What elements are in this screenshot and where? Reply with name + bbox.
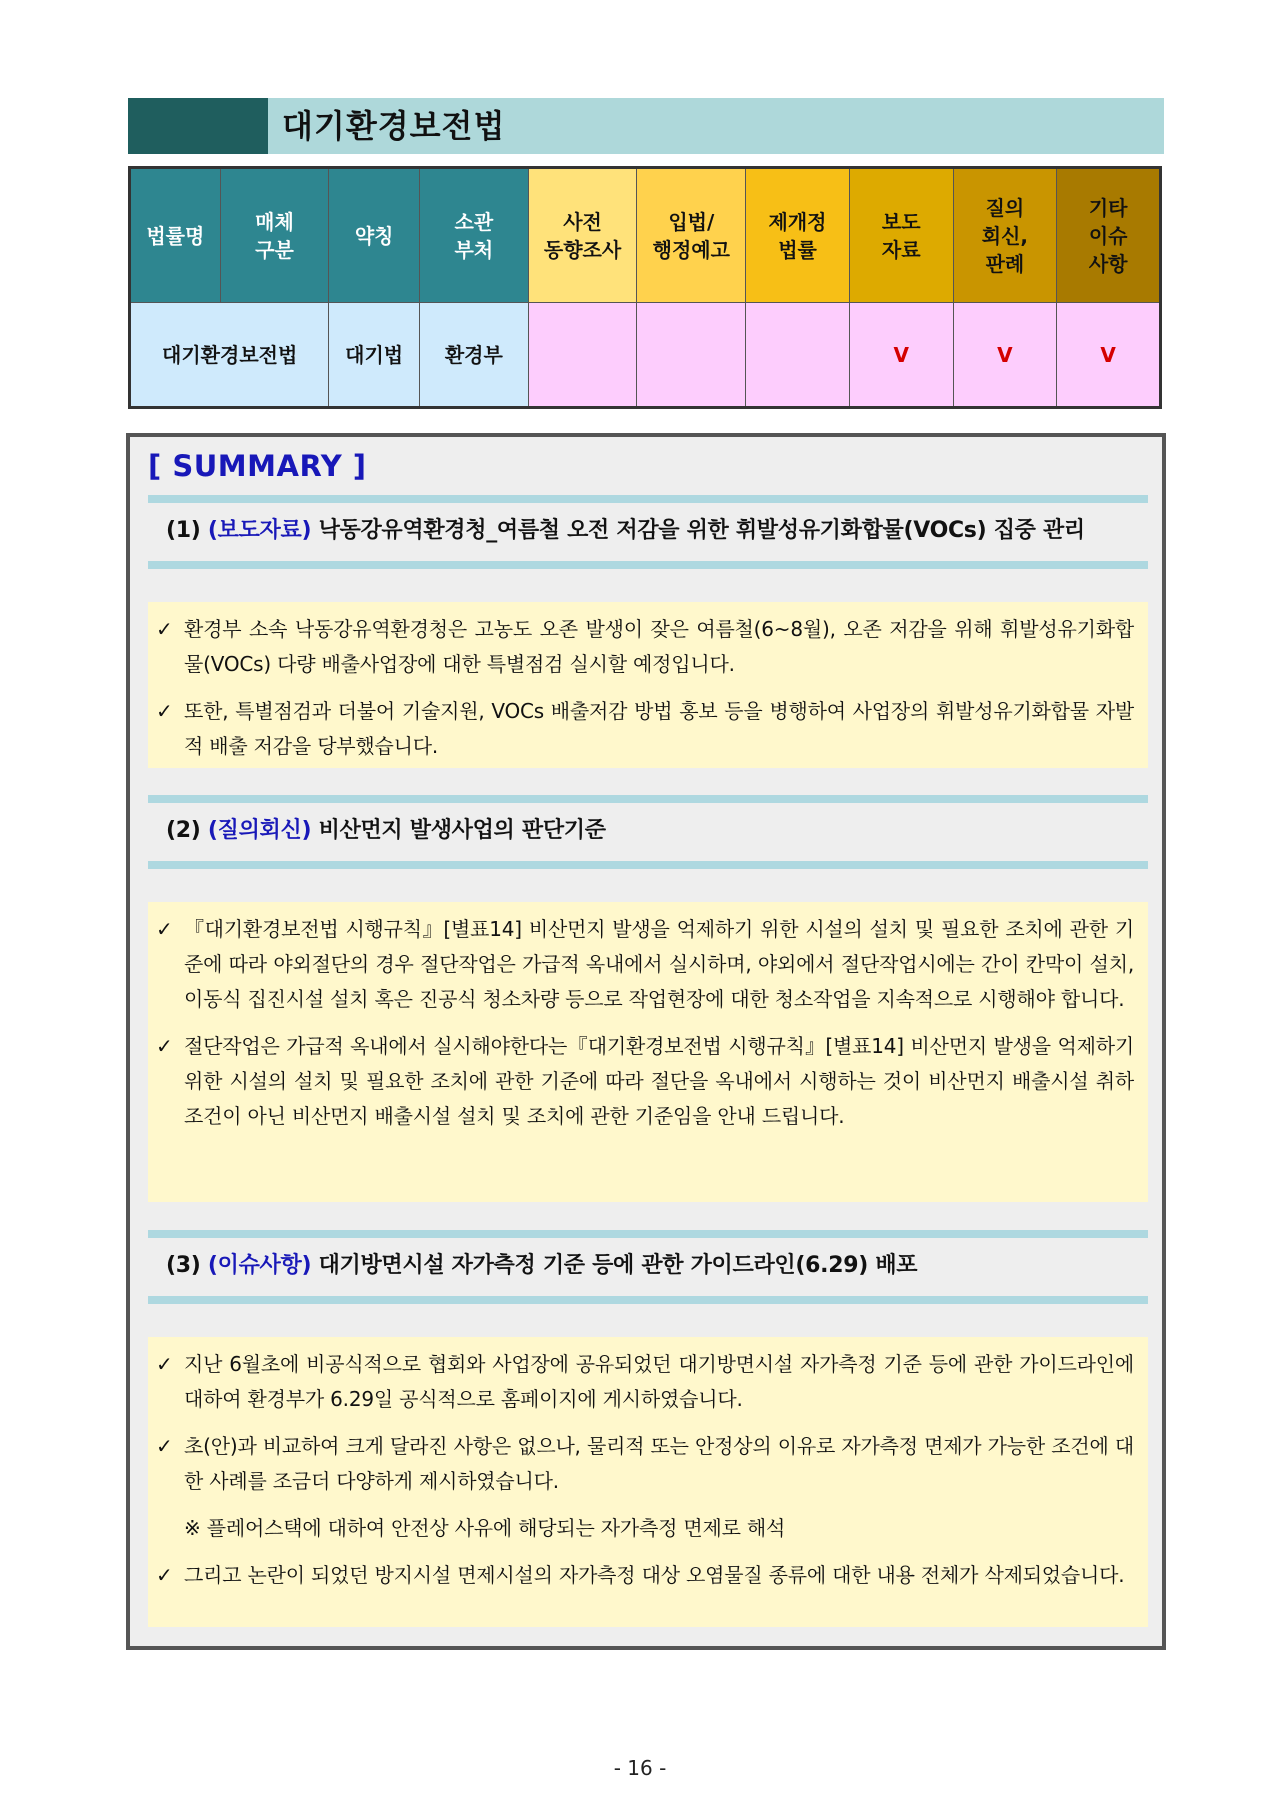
header-cell: 질의 회신, 판례 xyxy=(953,168,1057,303)
abbrev-cell: 대기법 xyxy=(329,303,420,408)
other-issue-check-mark: V xyxy=(1057,303,1161,408)
header-cell: 약칭 xyxy=(329,168,420,303)
list-item: ✓ 절단작업은 가급적 옥내에서 실시해야한다는『대기환경보전법 시행규칙』[별표14] 비산먼지 발생을 억제하기 위한 시설의 설치 및 필요한 조치에 관한 기준에 따라 절단을 옥내에서 시행하는 것이 비산먼지 배출시설 취하 조건이 아닌 비산먼지 배출시설 설치 및 조치에 관한 기준임을 안내 드립니다. xyxy=(184,1029,1134,1134)
title-accent-block xyxy=(128,98,268,154)
list-item: ✓ 환경부 소속 낙동강유역환경청은 고농도 오존 발생이 잦은 여름철(6~8월), 오존 저감을 위해 휘발성유기화합물(VOCs) 다량 배출사업장에 대한 특별점검 실시할 예정입니다. xyxy=(184,612,1134,682)
header-cell: 사전 동향조사 xyxy=(528,168,637,303)
section-heading-3: (3) (이슈사항) 대기방면시설 자가측정 기준 등에 관한 가이드라인(6.29) 배포 xyxy=(166,1253,918,1278)
section-rule xyxy=(148,561,1148,569)
header-cell: 보도 자료 xyxy=(849,168,953,303)
section-rule xyxy=(148,495,1148,503)
section-rule xyxy=(148,795,1148,803)
page-number: - 16 - xyxy=(613,1756,667,1780)
press-check-mark: V xyxy=(849,303,953,408)
section-body-1 xyxy=(148,602,1148,768)
table-header-row xyxy=(130,168,1161,303)
list-item: ✓ 지난 6월초에 비공식적으로 협회와 사업장에 공유되었던 대기방면시설 자가측정 기준 등에 관한 가이드라인에 대하여 환경부가 6.29일 공식적으로 홈페이지에 게시하였습니다. xyxy=(184,1347,1134,1417)
list-item: ✓ 초(안)과 비교하여 크게 달라진 사항은 없으나, 물리적 또는 안정상의 이유로 자가측정 면제가 가능한 조건에 대한 사례를 조금더 다양하게 제시하였습니다. xyxy=(184,1429,1134,1499)
page-title-bar xyxy=(128,98,1164,154)
section-heading-2: (2) (질의회신) 비산먼지 발생사업의 판단기준 xyxy=(166,818,606,843)
header-cell: 제개정 법률 xyxy=(746,168,850,303)
header-cell: 입법/ 행정예고 xyxy=(637,168,746,303)
law-table xyxy=(128,166,1162,409)
table-row xyxy=(130,303,1161,408)
list-item: ✓ 그리고 논란이 되었던 방지시설 면제시설의 자가측정 대상 오염물질 종류에 대한 내용 전체가 삭제되었습니다. xyxy=(184,1558,1134,1593)
amendment-cell xyxy=(746,303,850,408)
note-item: ※ 플레어스택에 대하여 안전상 사유에 해당되는 자가측정 면제로 해석 xyxy=(184,1516,786,1540)
section-heading-1: (1) (보도자료) 낙동강유역환경청_여름철 오전 저감을 위한 휘발성유기화합물(VOCs) 집중 관리 xyxy=(166,518,1085,543)
list-item: ✓ 또한, 특별점검과 더불어 기술지원, VOCs 배출저감 방법 홍보 등을 병행하여 사업장의 휘발성유기화합물 자발적 배출 저감을 당부했습니다. xyxy=(184,694,1134,764)
summary-title: [ SUMMARY ] xyxy=(148,449,367,483)
law-name-cell: 대기환경보전법 xyxy=(130,303,329,408)
list-item: ✓ 『대기환경보전법 시행규칙』[별표14] 비산먼지 발생을 억제하기 위한 시설의 설치 및 필요한 조치에 관한 기준에 따라 야외절단의 경우 절단작업은 가급적 옥내에서 실시하며, 야외에서 절단작업시에는 간이 칸막이 설치, 이동식 집진시설 설치 혹은 진공식 청소차량 등으로 작업현장에 대한 청소작업을 지속적으로 시행해야 합니다. xyxy=(184,912,1134,1017)
section-rule xyxy=(148,861,1148,869)
page-title: 대기환경보전법 xyxy=(268,98,1164,154)
header-cell: 소관 부처 xyxy=(419,168,528,303)
prior-survey-cell xyxy=(528,303,637,408)
summary-panel xyxy=(126,433,1166,1650)
section-body-2 xyxy=(148,902,1148,1202)
inquiry-check-mark: V xyxy=(953,303,1057,408)
section-rule xyxy=(148,1230,1148,1238)
header-cell: 기타 이슈 사항 xyxy=(1057,168,1161,303)
legislation-notice-cell xyxy=(637,303,746,408)
header-cell: 법률명 xyxy=(130,168,221,303)
header-cell: 매체 구분 xyxy=(220,168,329,303)
section-rule xyxy=(148,1296,1148,1304)
ministry-cell: 환경부 xyxy=(419,303,528,408)
section-body-3 xyxy=(148,1337,1148,1627)
